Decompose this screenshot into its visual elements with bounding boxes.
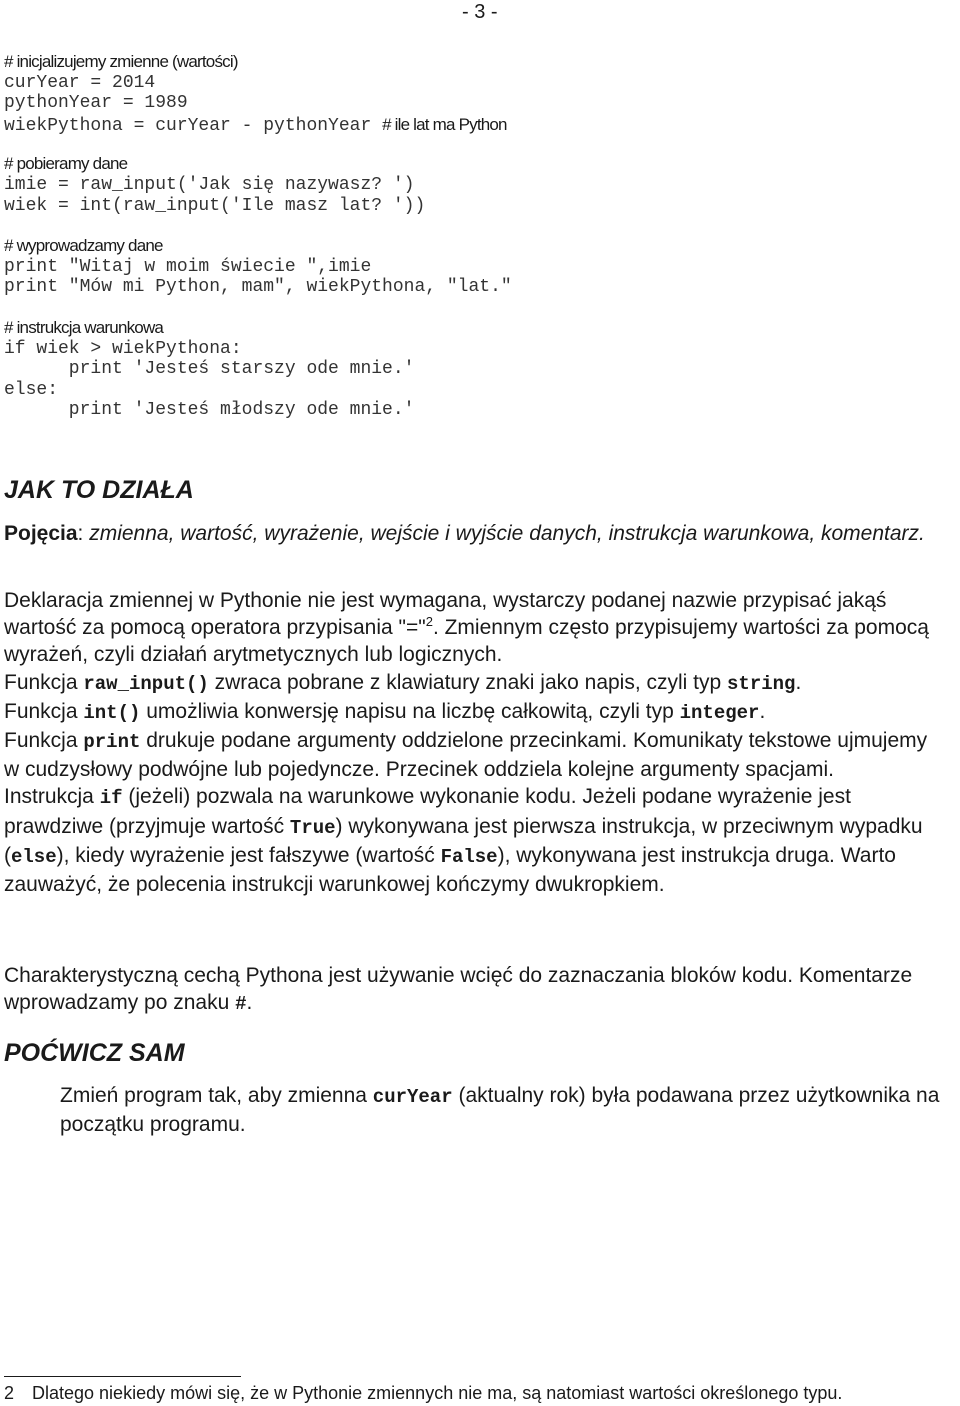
code-comment: # pobieramy dane — [4, 154, 128, 174]
code-raw-input: raw_input() — [83, 672, 209, 695]
section-heading-jak-to-dziala: JAK TO DZIAŁA — [4, 476, 194, 504]
footnote-number: 2 — [4, 1383, 15, 1403]
code-line: print "Mów mi Python, mam", wiekPythona, "lat." — [4, 277, 512, 298]
code-line: print 'Jesteś starszy ode mnie.' — [4, 359, 415, 380]
code-else: else — [11, 845, 57, 868]
code-line — [4, 114, 944, 135]
code-line: else: — [4, 379, 59, 400]
exercise-paragraph: Zmień program tak, aby zmienna curYear (aktualny rok) była podawana przez użytkownika na początku programu. — [60, 1084, 940, 1137]
code-true: True — [289, 816, 336, 839]
concepts-label: Pojęcia — [4, 522, 78, 545]
code-line: if wiek > wiekPythona: — [4, 338, 242, 359]
indentation-paragraph: Charakterystyczną cechą Pythona jest używanie wcięć do zaznaczania bloków kodu. Komentarze wprowadzamy po znaku #. — [4, 964, 913, 1016]
concepts-paragraph: Pojęcia: zmienna, wartość, wyrażenie, wejście i wyjście danych, instrukcja warunkowa, komentarz. — [4, 522, 925, 545]
code-false: False — [440, 845, 498, 868]
code-line: curYear = 2014 — [4, 72, 156, 93]
code-line: wiek = int(raw_input('Ile masz lat? ')) — [4, 195, 426, 216]
code-line: print "Witaj w moim świecie ",imie — [4, 256, 372, 277]
code-line: print 'Jesteś młodszy ode mnie.' — [4, 400, 415, 421]
concepts-terms: zmienna, wartość, wyrażenie, wejście i wyjście danych, instrukcja warunkowa, komentarz. — [89, 522, 925, 545]
footnote-text: Dlatego niekiedy mówi się, że w Pythonie zmiennych nie ma, są natomiast wartości określonego typu. — [32, 1383, 843, 1403]
code-comment: # inicjalizujemy zmienne (wartości) — [4, 52, 238, 71]
code-comment: # instrukcja warunkowa — [4, 317, 164, 337]
footnote — [4, 1381, 944, 1405]
code-string: string — [727, 672, 796, 695]
code-print: print — [83, 731, 141, 754]
code-text: wiekPythona = curYear - pythonYear — [4, 115, 383, 136]
code-comment: # ile lat ma Python — [382, 114, 507, 134]
code-line: pythonYear = 1989 — [4, 93, 188, 114]
code-hash: # — [235, 993, 247, 1016]
footnote-separator — [4, 1376, 241, 1377]
page-number: - 3 - — [462, 1, 498, 23]
code-comment: # wyprowadzamy dane — [4, 236, 163, 256]
explanation-paragraph: Deklaracja zmiennej w Pythonie nie jest wymagana, wystarczy podanej nazwie przypisać jakąś wartość za pomocą operatora przypisania "="$^2$. Zmiennym często przypisujemy wartości za pomocą wyrażeń, czyli działań arytmetycznych lub logicznych. Funkcja raw_input() zwraca pobrane z klawiatury znaki jako napis, czyli typ string. Funkcja int() umożliwia konwersję napisu na liczbę całkowitą, czyli typ integer. Funkcja print drukuje podane argumenty oddzielone przecinkami. Komunikaty tekstowe ujmujemy w cudzysłowy podwójne lub pojedyncze. Przecinek oddziela kolejne argumenty spacjami. Instrukcja if (jeżeli) pozwala na warunkowe wykonanie kodu. Jeżeli podane wyrażenie jest prawdziwe (przyjmuje wartość True) wykonywana jest pierwsza instrukcja, w przeciwnym wypadku (else), kiedy wyrażenie jest fałszywe (wartość False), wykonywana jest instrukcja druga. Warto zauważyć, że polecenia instrukcji warunkowej kończymy dwukropkiem. — [4, 589, 929, 897]
footnote-ref: 2 — [425, 614, 433, 630]
code-if: if — [99, 787, 123, 810]
code-curyear: curYear — [372, 1086, 453, 1108]
code-listing — [4, 52, 944, 421]
code-int: int() — [83, 701, 141, 724]
code-integer: integer — [679, 701, 760, 724]
code-line: imie = raw_input('Jak się nazywasz? ') — [4, 174, 415, 195]
section-heading-pocwicz-sam: POĆWICZ SAM — [4, 1039, 185, 1067]
